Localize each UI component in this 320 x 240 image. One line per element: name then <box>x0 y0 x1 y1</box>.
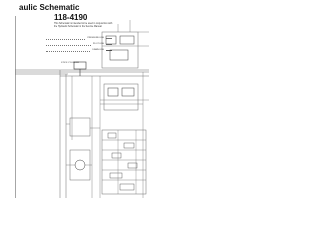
legend-label: PRESSURE LINE <box>87 37 104 39</box>
valve-spool <box>120 184 134 190</box>
valve-spool <box>128 163 137 168</box>
valve-spool <box>110 173 122 178</box>
valve-spool <box>122 88 134 96</box>
stick-cylinder <box>74 62 86 69</box>
legend-label: PILOT LINE <box>92 43 104 45</box>
document-title: aulic Schematic <box>19 3 80 12</box>
cylinder-callout-label: STICK CYLINDER <box>61 62 80 64</box>
valve-spool <box>108 88 118 96</box>
valve-spool <box>124 143 134 148</box>
valve-stack <box>102 130 146 194</box>
valve-spool <box>120 36 134 44</box>
valve-spool <box>112 153 121 158</box>
legend-label: DRAIN LINE <box>92 49 104 51</box>
control-valve <box>70 118 90 136</box>
hydraulic-schematic-drawing <box>0 0 149 198</box>
pump-symbol <box>75 160 85 170</box>
valve-spool <box>108 133 116 138</box>
valve-spool <box>110 50 128 60</box>
model-number: 118-4190 <box>54 13 88 22</box>
valve-spool <box>106 36 116 44</box>
schematic-sheet <box>0 0 149 198</box>
usage-note: This Schematic is intended to be used in conjunction with the Hydraulic Schematic in the Service Manual. <box>54 23 113 28</box>
